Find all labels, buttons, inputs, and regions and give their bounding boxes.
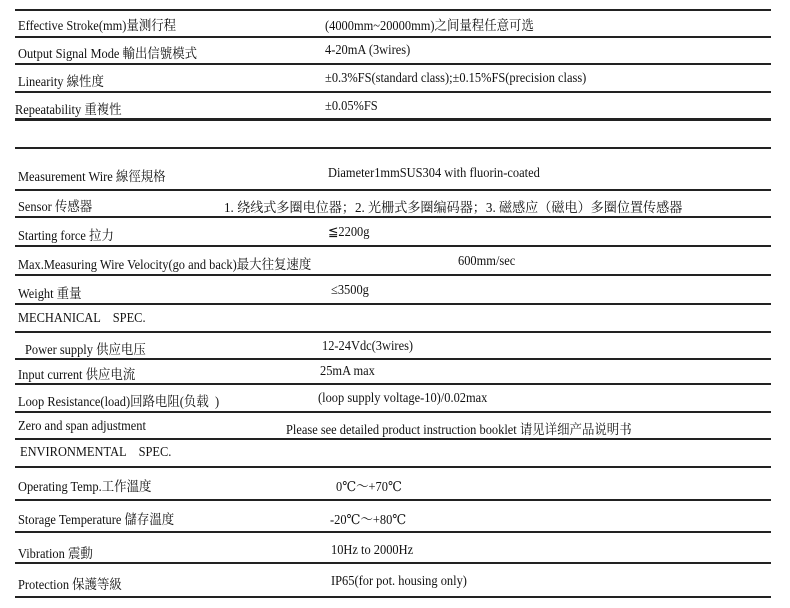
table-row <box>0 275 790 304</box>
section-title-environmental: ENVIRONMENTAL SPEC. <box>20 444 172 459</box>
table-row <box>0 384 790 412</box>
row-label: Vibration 震動 <box>18 546 93 561</box>
section-title-mechanical: MECHANICAL SPEC. <box>18 310 146 325</box>
table-row <box>0 532 790 563</box>
row-value: ±0.05%FS <box>325 98 378 113</box>
row-value: 12-24Vdc(3wires) <box>322 338 414 353</box>
divider <box>15 596 771 598</box>
row-label: Sensor 传感器 <box>18 199 93 214</box>
row-label: Measurement Wire 線徑規格 <box>18 169 166 184</box>
row-value: -20℃～+80℃ <box>330 512 407 527</box>
table-row <box>0 64 790 92</box>
row-label: Operating Temp.工作溫度 <box>18 479 152 494</box>
table-row <box>0 217 790 246</box>
row-label: Loop Resistance(load)回路电阻(负载 ) <box>18 394 220 409</box>
table-row <box>0 9 790 37</box>
row-value: Please see detailed product instruction booklet 请见详细产品说明书 <box>286 422 632 437</box>
row-label: Linearity 線性度 <box>18 74 104 89</box>
row-value: ≦2200g <box>328 224 370 239</box>
row-value: Diameter1mmSUS304 with fluorin-coated <box>328 165 540 180</box>
row-value: (loop supply voltage-10)/0.02max <box>318 390 488 405</box>
row-label: Effective Stroke(mm)量测行程 <box>18 18 177 33</box>
table-row <box>0 246 790 275</box>
table-row <box>0 563 790 597</box>
table-row <box>0 359 790 383</box>
row-label: Input current 供应电流 <box>18 367 136 382</box>
row-label: Starting force 拉力 <box>18 228 114 243</box>
table-row <box>0 190 790 217</box>
row-label: Repeatability 重複性 <box>15 102 122 117</box>
row-value: 10Hz to 2000Hz <box>331 542 414 557</box>
row-value: 4-20mA (3wires) <box>325 42 411 57</box>
section-header <box>0 304 790 332</box>
table-row <box>0 92 790 118</box>
row-label: Output Signal Mode 輸出信號模式 <box>18 46 198 61</box>
divider <box>15 147 771 149</box>
table-row <box>0 37 790 64</box>
row-label: Zero and span adjustment <box>18 418 146 433</box>
row-label: Weight 重量 <box>18 286 82 301</box>
row-value: 1. 绕线式多圈电位器；2. 光栅式多圈编码器；3. 磁感应（磁电）多圈位置传感器 <box>224 200 683 215</box>
section-header <box>0 439 790 467</box>
table-row <box>0 467 790 500</box>
row-value: ≤3500g <box>331 282 369 297</box>
row-label: Power supply 供应电压 <box>25 342 146 357</box>
row-value: 25mA max <box>320 363 375 378</box>
row-value: IP65(for pot. housing only) <box>331 573 467 588</box>
row-value: (4000mm~20000mm)之间量程任意可选 <box>325 18 534 33</box>
divider <box>15 118 771 121</box>
table-row <box>0 332 790 359</box>
row-value: 0℃～+70℃ <box>336 479 402 494</box>
row-value: ±0.3%FS(standard class);±0.15%FS(precision class) <box>325 70 587 85</box>
table-row <box>0 500 790 532</box>
row-value: 600mm/sec <box>458 253 516 268</box>
row-label: Max.Measuring Wire Velocity(go and back)最大往复速度 <box>18 257 312 272</box>
table-row <box>0 160 790 188</box>
table-row <box>0 412 790 439</box>
row-label: Protection 保護等級 <box>18 577 122 592</box>
row-label: Storage Temperature 儲存溫度 <box>18 512 175 527</box>
